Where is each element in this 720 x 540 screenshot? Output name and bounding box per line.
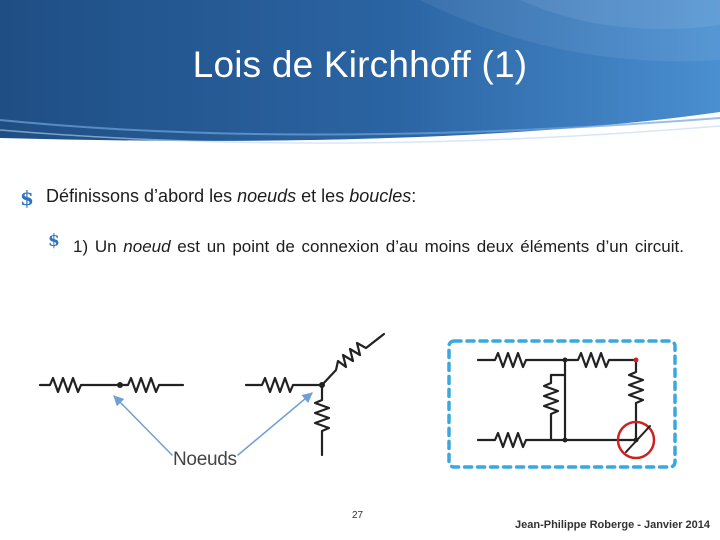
bullet1-text-middle: et les <box>296 186 350 206</box>
footer-author-date: Jean-Philippe Roberge - Janvier 2014 <box>515 519 711 531</box>
dashed-network <box>449 341 675 467</box>
bullet2-text-before: 1) Un <box>73 237 124 256</box>
series-resistors <box>40 378 183 392</box>
slide-title: Lois de Kirchhoff (1) <box>192 44 528 85</box>
page-number: 27 <box>352 510 364 521</box>
noeuds-label: Noeuds <box>173 449 237 470</box>
bullet2-emphasis-noeud: noeud <box>123 237 171 256</box>
bullet1-emphasis-noeuds: noeuds <box>237 186 297 206</box>
bullet1-text-after: : <box>411 186 417 206</box>
tee-junction-resistors <box>246 334 384 455</box>
sub-bullet-s-icon: $ <box>48 231 60 251</box>
bullet-noeud-definition <box>73 229 685 265</box>
circuit-figure <box>0 300 720 500</box>
bullet1-text-before: Définissons d’abord les <box>46 186 238 206</box>
bullet2-text-after: est un point de connexion d’au moins deux éléments d’un circuit. <box>170 237 684 256</box>
bullet-s-icon: $ <box>20 186 34 210</box>
bullet-definitions <box>46 186 416 207</box>
node-pointer-arrows <box>114 393 312 455</box>
bullet1-emphasis-boucles: boucles <box>349 186 412 206</box>
